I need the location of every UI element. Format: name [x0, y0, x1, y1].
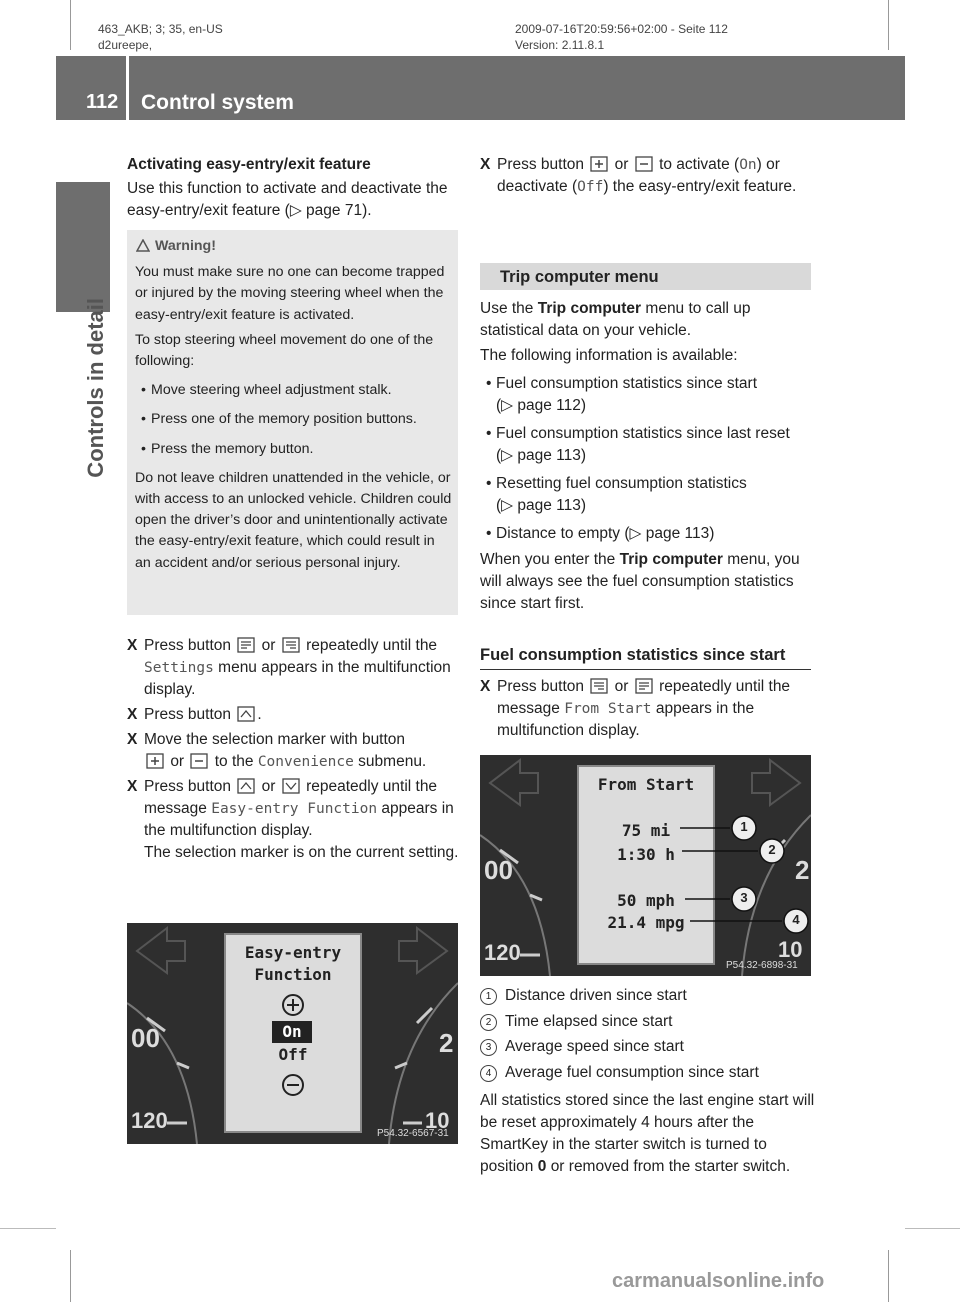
right-step: [480, 154, 815, 201]
instruction-step: X Press button or repeatedly until the Settings menu appears in the multifunction display.: [127, 637, 451, 698]
warning-triangle-icon: [136, 239, 150, 252]
up-button-icon: [237, 706, 255, 722]
plus-button-icon: [590, 156, 608, 172]
figure-id: P54.32-6898-31: [726, 960, 798, 971]
gauge-label: 00: [484, 855, 513, 885]
trip-computer-body: [480, 298, 815, 615]
back-button-icon: [635, 678, 653, 694]
display-value: 21.4 mpg: [607, 913, 685, 932]
crop-mark: [905, 1228, 960, 1229]
reset-paragraph: All statistics stored since the last engine start will be reset approximately 4 hours after the SmartKey in the starter switch is turned to position 0 or removed from the starter switch.: [480, 1092, 815, 1175]
figure-legend: [480, 983, 815, 1085]
gauge-label: 2: [439, 1028, 454, 1058]
display-option-off: Off: [278, 1045, 308, 1064]
print-meta-left: [98, 21, 223, 53]
section-heading: Activating easy-entry/exit feature: [127, 156, 371, 173]
forward-button-icon: [282, 637, 300, 653]
info-bullet: • Fuel consumption statistics since last reset (▷ page 113): [480, 423, 815, 467]
display-line: From Start: [597, 775, 695, 794]
forward-button-icon: [590, 678, 608, 694]
easy-entry-display-figure: [127, 923, 458, 1144]
display-value: 50 mph: [617, 891, 675, 910]
left-column-intro: [127, 154, 458, 222]
display-text: From Start: [564, 701, 652, 717]
display-value: 1:30 h: [617, 845, 675, 864]
paragraph: The following information is available:: [480, 347, 738, 364]
left-steps: [127, 635, 462, 867]
paragraph: When you enter the Trip computer menu, you will always see the fuel consumption statistics since start first.: [480, 551, 800, 612]
legend-item: 1 Distance driven since start: [480, 983, 815, 1009]
page-reference[interactable]: (▷ page 113): [496, 447, 587, 464]
right-step-2: [480, 676, 815, 745]
page-reference[interactable]: (▷ page 112): [496, 397, 587, 414]
from-start-display-figure: [480, 755, 811, 976]
print-meta-right: [515, 21, 728, 53]
page-header: [56, 56, 905, 120]
crop-mark: [888, 1250, 889, 1302]
warning-bullet: • Move steering wheel adjustment stalk.: [135, 380, 453, 401]
display-option-on: On: [272, 1021, 312, 1043]
display-text: On: [739, 157, 757, 173]
page-number: 112: [86, 91, 119, 113]
gauge-label: 120: [484, 940, 521, 965]
info-bullet: • Fuel consumption statistics since start (▷ page 112): [480, 373, 815, 417]
warning-title: [135, 236, 453, 257]
gauge-label: 2: [795, 855, 810, 885]
gauge-label: 120: [131, 1108, 168, 1133]
up-button-icon: [237, 778, 255, 794]
side-tab-label: Controls in detail: [83, 298, 108, 478]
meta-line: 463_AKB; 3; 35, en-US: [98, 22, 223, 36]
callout-number: 2: [768, 842, 776, 857]
figure-id: P54.32-6567-31: [377, 1128, 449, 1139]
warning-paragraph: To stop steering wheel movement do one of the following:: [135, 331, 434, 370]
callout-number: 1: [740, 819, 748, 834]
display-value: 75 mi: [621, 821, 671, 840]
crop-mark: [0, 1228, 56, 1229]
subsection-heading: Fuel consumption statistics since start: [480, 644, 811, 670]
intro-text: Use this function to activate and deactivate the easy-entry/exit feature (▷ page 71).: [127, 180, 448, 219]
display-line: Function: [254, 965, 332, 984]
watermark: carmanualsonline.info: [612, 1270, 825, 1292]
page-reference[interactable]: (▷ page 113): [496, 497, 587, 514]
header-divider: [126, 56, 129, 120]
warning-paragraph: You must make sure no one can become trapped or injured by the moving steering wheel when the easy-entry/exit feature is activated.: [135, 264, 445, 323]
legend-item: 3 Average speed since start: [480, 1034, 815, 1060]
back-button-icon: [237, 637, 255, 653]
display-text: Settings: [144, 660, 214, 676]
paragraph: Use the Trip computer menu to call up statistical data on your vehicle.: [480, 300, 751, 339]
minus-circle-icon: [281, 1073, 305, 1097]
warning-bullet: • Press the memory button.: [135, 439, 453, 460]
legend-item: 2 Time elapsed since start: [480, 1009, 815, 1035]
instruction-step: X Move the selection marker with button or to the Convenience submenu.: [127, 731, 427, 770]
display-text: Easy-entry Function: [211, 801, 378, 817]
instruction-step: X Press button or repeatedly until the message From Start appears in the multifunction display.: [480, 678, 791, 739]
warning-title-text: Warning!: [155, 238, 216, 254]
crop-mark: [70, 0, 71, 50]
callout-number: 3: [740, 890, 748, 905]
section-header-trip-computer: Trip computer menu: [480, 263, 811, 290]
meta-line: Version: 2.11.8.1: [515, 38, 605, 52]
warning-box: [127, 230, 458, 615]
instruction-step: X Press button or repeatedly until the message Easy-entry Function appears in the multifunction display. The selection marker is on the current setting.: [127, 778, 459, 861]
down-button-icon: [282, 778, 300, 794]
plus-button-icon: [146, 753, 164, 769]
plus-circle-icon: [281, 993, 305, 1017]
meta-line: 2009-07-16T20:59:56+02:00 - Seite 112: [515, 22, 728, 36]
crop-mark: [70, 1250, 71, 1302]
gauge-label: 10: [778, 937, 803, 962]
gauge-label: 10: [425, 1108, 450, 1133]
crop-mark: [888, 0, 889, 50]
minus-button-icon: [635, 156, 653, 172]
instruction-step: X Press button or to activate (On) or deactivate (Off) the easy-entry/exit feature.: [480, 156, 797, 195]
multifunction-display: [224, 933, 362, 1133]
warning-paragraph: Do not leave children unattended in the vehicle, or with access to an unlocked vehicle. Children could open the driver’s door and unintentionally activate the easy-entry/exit feature, which could result in an accident and/or serious personal injury.: [135, 469, 452, 571]
instruction-step: X Press button .: [127, 706, 262, 723]
legend-item: 4 Average fuel consumption since start: [480, 1060, 815, 1086]
warning-bullet: • Press one of the memory position buttons.: [135, 409, 453, 430]
info-bullet: • Resetting fuel consumption statistics (▷ page 113): [480, 473, 815, 517]
meta-line: d2ureepe,: [98, 38, 153, 52]
display-line: Easy-entry: [244, 943, 342, 962]
callout-number: 4: [792, 912, 800, 927]
minus-button-icon: [190, 753, 208, 769]
side-tab-block: [56, 182, 110, 312]
display-text: Off: [577, 179, 604, 195]
callout-lines: [480, 755, 811, 976]
page-title: Control system: [141, 91, 294, 114]
info-bullet: • Distance to empty (▷ page 113): [480, 523, 815, 545]
display-text: Convenience: [257, 754, 354, 770]
gauge-label: 00: [131, 1023, 160, 1053]
